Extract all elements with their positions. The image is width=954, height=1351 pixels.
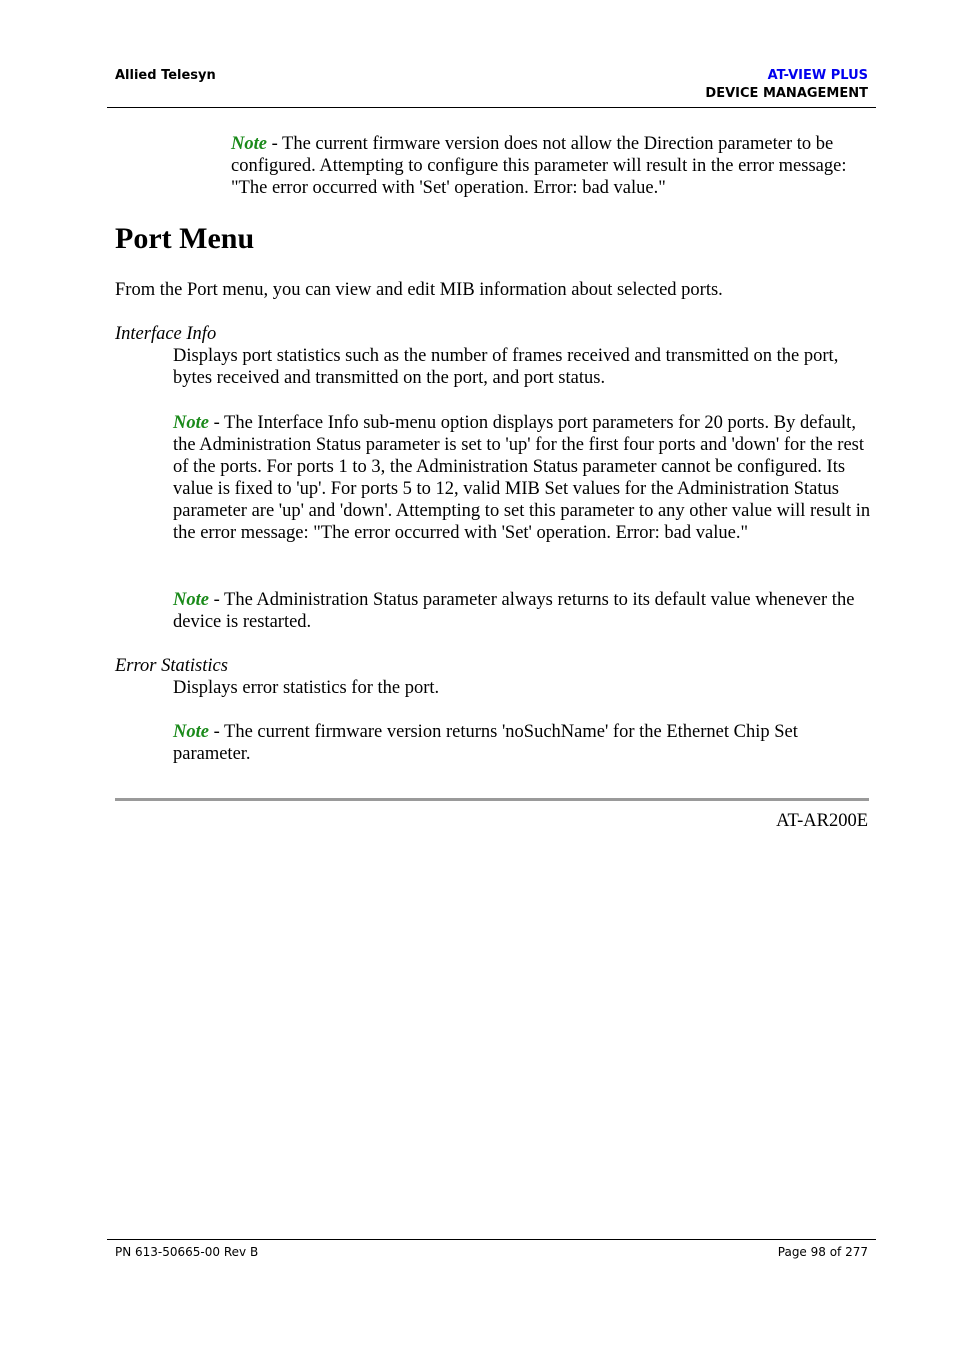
header-divider bbox=[107, 107, 876, 108]
note-text: - The current firmware version returns 'noSuchName' for the Ethernet Chip Set parameter. bbox=[173, 722, 798, 764]
interface-info-note-1 bbox=[173, 412, 873, 544]
header-block bbox=[705, 67, 868, 103]
footer-part-number: PN 613-50665-00 Rev B bbox=[115, 1245, 259, 1259]
interface-info-description: Displays port statistics such as the number of frames received and transmitted on the port, bytes received and transmitted on the port, and port status. bbox=[173, 346, 839, 388]
note-label: Note bbox=[173, 590, 209, 610]
document-id: AT-AR200E bbox=[776, 811, 868, 831]
section-end-divider bbox=[115, 798, 869, 801]
error-statistics-note bbox=[173, 721, 873, 765]
page-title: Port Menu bbox=[115, 222, 255, 255]
term-interface-info: Interface Info bbox=[115, 324, 217, 344]
header-product: AT-VIEW PLUS bbox=[767, 68, 868, 83]
top-note bbox=[231, 133, 871, 199]
footer-divider bbox=[107, 1239, 876, 1240]
note-label: Note bbox=[173, 413, 209, 433]
note-label: Note bbox=[231, 134, 267, 154]
note-text: - The Administration Status parameter always returns to its default value whenever the device is restarted. bbox=[173, 590, 855, 632]
note-text: - The Interface Info sub-menu option displays port parameters for 20 ports. By default, the Administration Status parameter is set to 'up' for the first four ports and 'down' for the rest of the ports. For ports 1 to 3, the Administration Status parameter cannot be configured. Its value is fixed to 'up'. For ports 5 to 12, valid MIB Set values for the Administration Status parameter are 'up' and 'down'. Attempting to set this parameter to any other value will result in the error message: "The error occurred with 'Set' operation. Error: bad value." bbox=[173, 413, 871, 543]
interface-info-note-2 bbox=[173, 589, 873, 633]
footer-page-number: Page 98 of 277 bbox=[777, 1245, 868, 1259]
header-section: DEVICE MANAGEMENT bbox=[705, 86, 868, 101]
header-company: Allied Telesyn bbox=[115, 68, 216, 83]
error-statistics-description: Displays error statistics for the port. bbox=[173, 678, 440, 698]
note-text: - The current firmware version does not allow the Direction parameter to be configured. Attempting to configure this parameter will result in the error message: "The error occurred with 'Set' operation. Error: bad value." bbox=[231, 134, 847, 198]
term-error-statistics: Error Statistics bbox=[115, 656, 228, 676]
note-label: Note bbox=[173, 722, 209, 742]
intro-paragraph: From the Port menu, you can view and edit MIB information about selected ports. bbox=[115, 280, 723, 300]
